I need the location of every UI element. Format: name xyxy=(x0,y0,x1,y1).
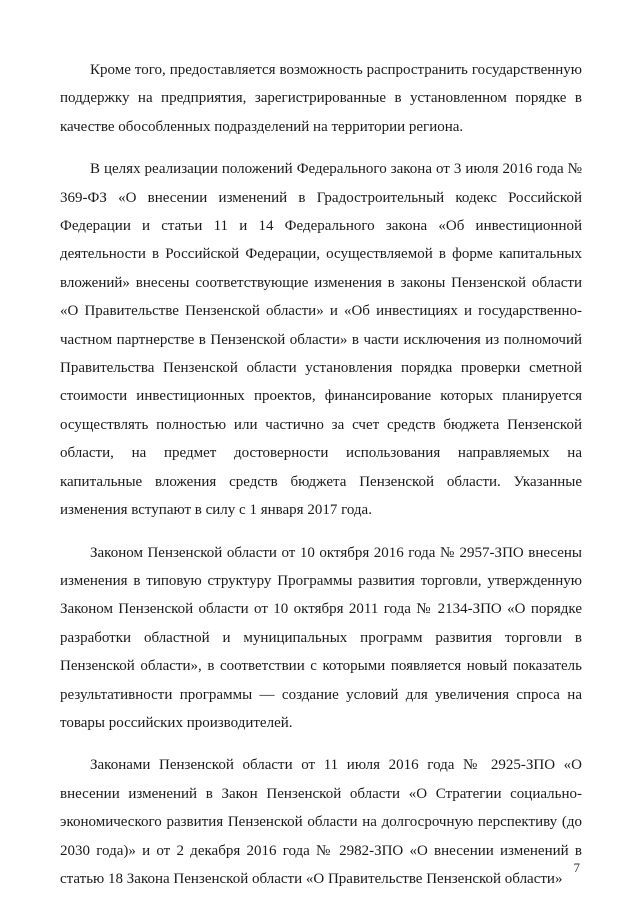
paragraph-federal-law: В целях реализации положений Федерального закона от 3 июля 2016 года № 369-ФЗ «О внесении изменений в Градостроительный кодекс Российской Федерации и статьи 11 и 14 Федерального закона «Об инвестиционной деятельности в Российской Федерации, осуществляемой в форме капитальных вложений» внесены соответствующие изменения в законы Пензенской области «О Правительстве Пензенской области» и «Об инвестициях и государственно-частном партнерстве в Пензенской области» в части исключения из полномочий Правительства Пензенской области установления порядка проверки сметной стоимости инвестиционных проектов, финансирование которых планируется осуществлять полностью или частично за счет средств бюджета Пензенской области, на предмет достоверности использования направляемых на капитальные вложения средств бюджета Пензенской области. Указанные изменения вступают в силу с 1 января 2017 года. xyxy=(60,161,582,519)
document-body xyxy=(60,56,582,907)
paragraph-support: Кроме того, предоставляется возможность распространить государственную поддержку на предприятия, зарегистрированные в установленном порядке в качестве обособленных подразделений на территории региона. xyxy=(60,62,582,135)
paragraph-strategy-laws: Законами Пензенской области от 11 июля 2016 года № 2925-ЗПО «О внесении изменений в Закон Пензенской области «О Стратегии социально-экономического развития Пензенской области на долгосрочную перспективу (до 2030 года)» и от 2 декабря 2016 года № 2982-ЗПО «О внесении изменений в статью 18 Закона Пензенской области «О Правительстве Пензенской области» xyxy=(60,757,582,887)
paragraph-trade-program: Законом Пензенской области от 10 октября 2016 года № 2957-ЗПО внесены изменения в типовую структуру Программы развития торговли, утвержденную Законом Пензенской области от 10 октября 2011 года № 2134-ЗПО «О порядке разработки областной и муниципальных программ развития торговли в Пензенской области», в соответствии с которыми появляется новый показатель результативности программы — создание условий для увеличения спроса на товары российских производителей. xyxy=(60,544,582,731)
page-number: 7 xyxy=(573,860,580,875)
